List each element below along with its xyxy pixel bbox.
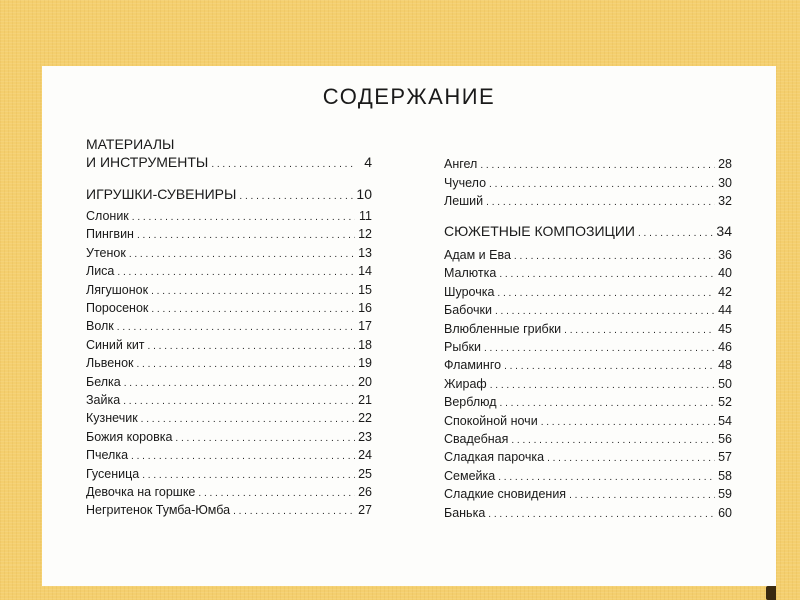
toc-leader-dots (148, 341, 355, 352)
toc-leader-dots (151, 286, 355, 297)
toc-entry-name: Пчелка (86, 448, 129, 463)
toc-entry[interactable] (444, 377, 732, 391)
toc-materials-entry[interactable] (86, 154, 372, 170)
toc-leader-dots (129, 249, 355, 260)
toc-leader-dots (495, 306, 715, 317)
toc-entry-page: 24 (358, 448, 372, 463)
toc-leader-dots (500, 398, 715, 409)
toc-leader-dots (499, 269, 715, 280)
toc-entry-name: Свадебная (444, 432, 509, 446)
toc-section-compositions[interactable] (444, 223, 732, 239)
toc-leader-dots (541, 417, 715, 428)
toc-entry-name: Спокойной ночи (444, 413, 538, 428)
toc-leader-dots (514, 251, 715, 262)
toc-entry-page: 48 (718, 358, 732, 373)
toc-entry-page: 40 (718, 266, 732, 281)
toc-entry-page: 4 (364, 154, 372, 170)
toc-entry-name: Львенок (86, 356, 134, 371)
toc-entry-page: 13 (358, 245, 372, 260)
toc-leader-dots (484, 343, 715, 354)
toc-entry-name: Леший (444, 194, 484, 208)
toc-entry-page: 25 (358, 466, 372, 481)
toc-entry-name: Жираф (444, 376, 487, 391)
toc-leader-dots (511, 435, 715, 446)
toc-entry-name: Бабочки (444, 303, 492, 318)
toc-entry-name: СЮЖЕТНЫЕ КОМПОЗИЦИИ (444, 223, 635, 239)
toc-entry[interactable] (86, 319, 372, 333)
toc-leader-dots (131, 451, 355, 462)
toc-entry[interactable] (444, 358, 732, 372)
toc-entry-page: 18 (358, 337, 372, 352)
toc-leader-dots (117, 267, 355, 278)
toc-entry-name: Кузнечик (86, 411, 138, 426)
toc-leader-dots (569, 490, 715, 501)
toc-entry[interactable] (444, 432, 732, 446)
toc-entry-name: Негритенок Тумба-Юмба (86, 503, 231, 518)
toc-leader-dots (117, 322, 355, 333)
toc-entry[interactable] (86, 246, 372, 260)
toc-leader-dots (638, 228, 713, 239)
contents-page (42, 66, 776, 586)
toc-entry-page: 22 (358, 411, 372, 426)
toc-entry-name: Зайка (86, 393, 121, 407)
toc-entry-page: 17 (358, 319, 372, 334)
toc-entry-name: ИГРУШКИ-СУВЕНИРЫ (86, 186, 237, 202)
toc-entry[interactable] (444, 266, 732, 280)
toc-entry[interactable] (444, 194, 732, 208)
toc-entry-page: 42 (718, 284, 732, 299)
toc-entry[interactable] (444, 248, 732, 262)
toc-materials-line1: МАТЕРИАЛЫ (86, 136, 175, 152)
toc-entry-page: 45 (718, 321, 732, 336)
toc-entry[interactable] (444, 176, 732, 190)
toc-entry[interactable] (86, 227, 372, 241)
toc-entry-page: 46 (718, 340, 732, 354)
toc-entry-name: Сладкая парочка (444, 450, 545, 465)
toc-entry-name: Сладкие сновидения (444, 487, 567, 502)
toc-entry-name: Влюбленные грибки (444, 321, 562, 336)
toc-leader-dots (175, 433, 355, 444)
toc-entry-name: Синий кит (86, 337, 145, 352)
toc-entry-page: 50 (718, 376, 732, 391)
toc-entry[interactable] (444, 506, 732, 520)
toc-entry[interactable] (86, 467, 372, 481)
toc-entry-name: Лиса (86, 264, 115, 279)
toc-leader-dots (124, 378, 355, 389)
toc-leader-dots (137, 230, 355, 241)
toc-entry-name: Фламинго (444, 358, 502, 373)
toc-entry[interactable] (86, 485, 372, 499)
toc-entry-page: 32 (718, 194, 732, 208)
toc-entry[interactable] (86, 448, 372, 462)
toc-leader-dots (142, 470, 355, 481)
page-title: СОДЕРЖАНИЕ (322, 84, 496, 109)
toc-entry-page: 60 (718, 505, 732, 520)
toc-entry-page: 27 (358, 503, 372, 518)
toc-entry[interactable] (86, 338, 372, 352)
toc-entry-page: 28 (718, 157, 732, 171)
toc-entry-page: 59 (718, 487, 732, 502)
toc-entry-name: И ИНСТРУМЕНТЫ (86, 154, 209, 170)
toc-entry-name: Белка (86, 374, 121, 389)
toc-leader-dots (233, 506, 355, 517)
toc-leader-dots (239, 191, 353, 202)
toc-entry-page: 34 (716, 223, 732, 239)
toc-entry-page: 15 (358, 282, 372, 297)
toc-entry[interactable] (444, 469, 732, 483)
toc-entry-name: Пингвин (86, 227, 134, 242)
toc-entry-page: 26 (358, 485, 372, 499)
toc-entry-page: 19 (358, 356, 372, 371)
toc-entry-name: Адам и Ева (444, 248, 511, 262)
toc-leader-dots (486, 197, 715, 208)
toc-entry[interactable] (86, 209, 372, 223)
toc-entry[interactable] (86, 503, 372, 517)
toc-leader-dots (132, 212, 355, 223)
toc-entry-page: 36 (718, 248, 732, 262)
toc-leader-dots (198, 488, 355, 499)
toc-entry-page: 56 (718, 432, 732, 446)
toc-entry-name: Малютка (444, 266, 497, 281)
toc-leader-dots (497, 288, 715, 299)
toc-entry-page: 44 (718, 303, 732, 318)
toc-leader-dots (480, 160, 715, 171)
toc-entry[interactable] (86, 283, 372, 297)
toc-entry-page: 21 (358, 393, 372, 407)
toc-entry-name: Банька (444, 505, 486, 520)
toc-leader-dots (141, 414, 355, 425)
toc-leader-dots (211, 159, 355, 170)
toc-entry-page: 20 (358, 374, 372, 389)
toc-entry-name: Ангел (444, 157, 478, 171)
toc-section-souvenirs[interactable] (86, 186, 372, 202)
toc-entry[interactable] (444, 157, 732, 171)
toc-entry-page: 11 (359, 209, 372, 223)
toc-entry[interactable] (86, 301, 372, 315)
toc-leader-dots (564, 325, 715, 336)
toc-leader-dots (498, 472, 715, 483)
toc-entry[interactable] (444, 414, 732, 428)
toc-entry-page: 23 (358, 429, 372, 444)
toc-entry[interactable] (444, 487, 732, 501)
toc-entry[interactable] (444, 285, 732, 299)
toc-entry[interactable] (444, 395, 732, 409)
toc-entry[interactable] (86, 264, 372, 278)
toc-entry-name: Поросенок (86, 301, 149, 315)
toc-entry[interactable] (86, 375, 372, 389)
toc-entry-name: Лягушонок (86, 282, 149, 297)
toc-entry-page: 52 (718, 395, 732, 410)
toc-entry-page: 16 (358, 301, 372, 315)
toc-entry-name: Гусеница (86, 466, 140, 481)
toc-entry-name: Шурочка (444, 284, 495, 299)
toc-leader-dots (504, 361, 715, 372)
toc-entry[interactable] (86, 430, 372, 444)
toc-leader-dots (151, 304, 355, 315)
toc-entry[interactable] (444, 322, 732, 336)
toc-leader-dots (547, 453, 715, 464)
toc-entry-name: Волк (86, 319, 114, 334)
toc-entry-name: Слоник (86, 209, 129, 223)
toc-entry-name: Рыбки (444, 340, 481, 354)
toc-entry-page: 14 (358, 264, 372, 279)
toc-entry[interactable] (86, 393, 372, 407)
toc-entry[interactable] (444, 340, 732, 354)
toc-entry-name: Утенок (86, 245, 126, 260)
toc-entry-name: Девочка на горшке (86, 485, 196, 499)
page-edge-mark (766, 586, 776, 600)
toc-entry-page: 58 (718, 468, 732, 483)
toc-entry-page: 30 (718, 175, 732, 190)
toc-leader-dots (488, 509, 715, 520)
toc-entry-name: Божия коровка (86, 429, 173, 444)
toc-leader-dots (123, 396, 355, 407)
toc-entry[interactable] (444, 450, 732, 464)
toc-entry-page: 10 (356, 186, 372, 202)
toc-leader-dots (489, 179, 715, 190)
toc-entry-name: Верблюд (444, 395, 497, 410)
toc-leader-dots (137, 359, 356, 370)
toc-entry-page: 12 (358, 227, 372, 242)
toc-entry-name: Семейка (444, 468, 496, 483)
toc-entry[interactable] (86, 356, 372, 370)
toc-entry[interactable] (444, 303, 732, 317)
toc-entry-page: 54 (718, 413, 732, 428)
toc-entry[interactable] (86, 411, 372, 425)
toc-leader-dots (490, 380, 715, 391)
toc-entry-name: Чучело (444, 175, 487, 190)
toc-entry-page: 57 (718, 450, 732, 465)
